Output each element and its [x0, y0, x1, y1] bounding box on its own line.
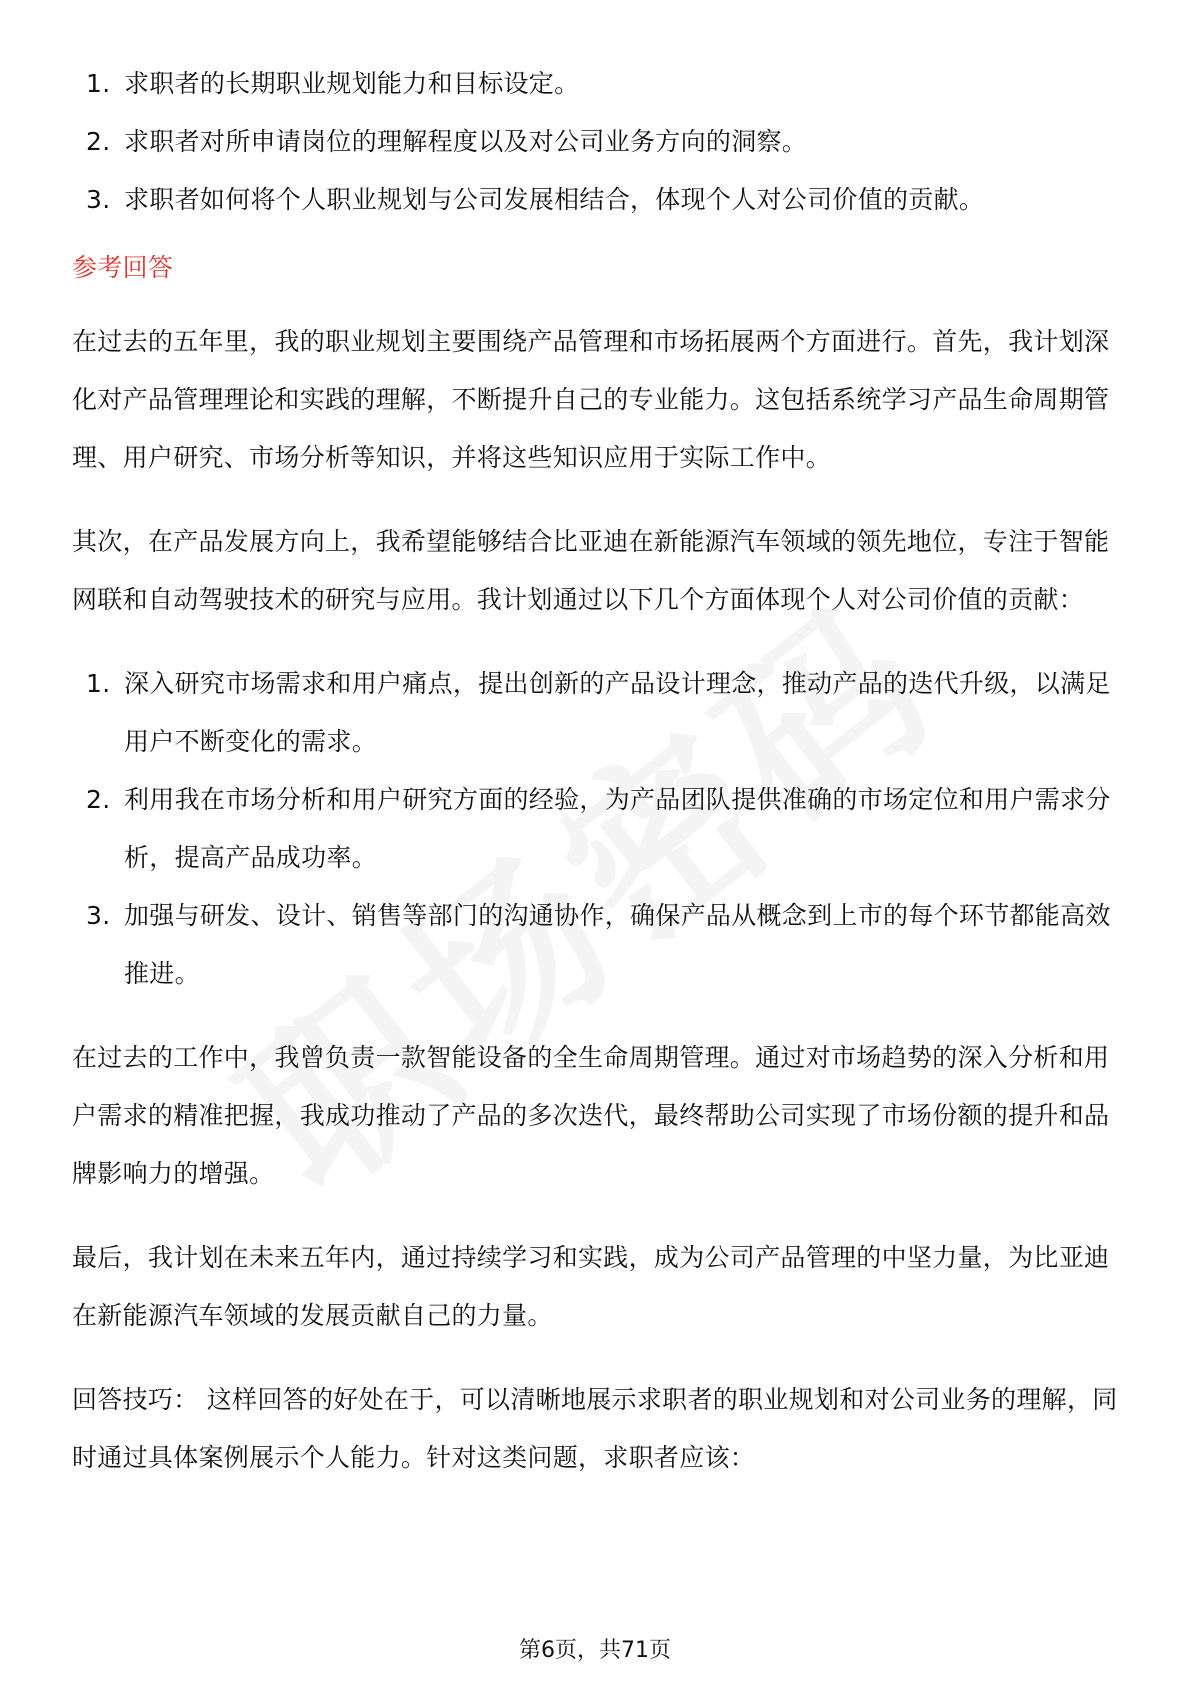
list-item-text: 利用我在市场分析和用户研究方面的经验，为产品团队提供准确的市场定位和用户需求分析，提高产品成功率。: [124, 785, 1111, 872]
list-item: [72, 113, 1122, 171]
list-number: 3.: [86, 901, 111, 930]
list-item-text: 求职者如何将个人职业规划与公司发展相结合，体现个人对公司价值的贡献。: [124, 185, 985, 214]
list-number: 2.: [86, 785, 111, 814]
list-item: [72, 655, 1122, 771]
paragraph: 在过去的工作中，我曾负责一款智能设备的全生命周期管理。通过对市场趋势的深入分析和用户需求的精准把握，我成功推动了产品的多次迭代，最终帮助公司实现了市场份额的提升和品牌影响力的增强。: [72, 1043, 1110, 1188]
list-number: 2.: [86, 127, 111, 156]
criteria-list: [72, 55, 1122, 229]
list-number: 1.: [86, 69, 111, 98]
list-number: 1.: [86, 669, 111, 698]
page-footer: 第6页，共71页: [519, 1638, 671, 1663]
list-item: [72, 887, 1122, 1003]
list-item: [72, 55, 1122, 113]
section-title: 参考回答: [72, 253, 174, 282]
list-item-text: 求职者的长期职业规划能力和目标设定。: [124, 69, 580, 98]
list-item: [72, 771, 1122, 887]
list-item-text: 求职者对所申请岗位的理解程度以及对公司业务方向的洞察。: [124, 127, 808, 156]
list-item: [72, 171, 1122, 229]
paragraph: 最后，我计划在未来五年内，通过持续学习和实践，成为公司产品管理的中坚力量，为比亚迪在新能源汽车领域的发展贡献自己的力量。: [72, 1243, 1110, 1330]
list-number: 3.: [86, 185, 111, 214]
paragraph: 其次，在产品发展方向上，我希望能够结合比亚迪在新能源汽车领域的领先地位，专注于智能网联和自动驾驶技术的研究与应用。我计划通过以下几个方面体现个人对公司价值的贡献：: [72, 527, 1110, 614]
contribution-list: [72, 655, 1122, 1003]
page-content: [72, 55, 1122, 1513]
answer-tips-paragraph: 回答技巧： 这样回答的好处在于，可以清晰地展示求职者的职业规划和对公司业务的理解，同时通过具体案例展示个人能力。针对这类问题，求职者应该：: [72, 1385, 1118, 1472]
list-item-text: 加强与研发、设计、销售等部门的沟通协作，确保产品从概念到上市的每个环节都能高效推进。: [124, 901, 1111, 988]
list-item-text: 深入研究市场需求和用户痛点，提出创新的产品设计理念，推动产品的迭代升级，以满足用户不断变化的需求。: [124, 669, 1111, 756]
paragraph: 在过去的五年里，我的职业规划主要围绕产品管理和市场拓展两个方面进行。首先，我计划深化对产品管理理论和实践的理解，不断提升自己的专业能力。这包括系统学习产品生命周期管理、用户研究、市场分析等知识，并将这些知识应用于实际工作中。: [72, 327, 1110, 472]
